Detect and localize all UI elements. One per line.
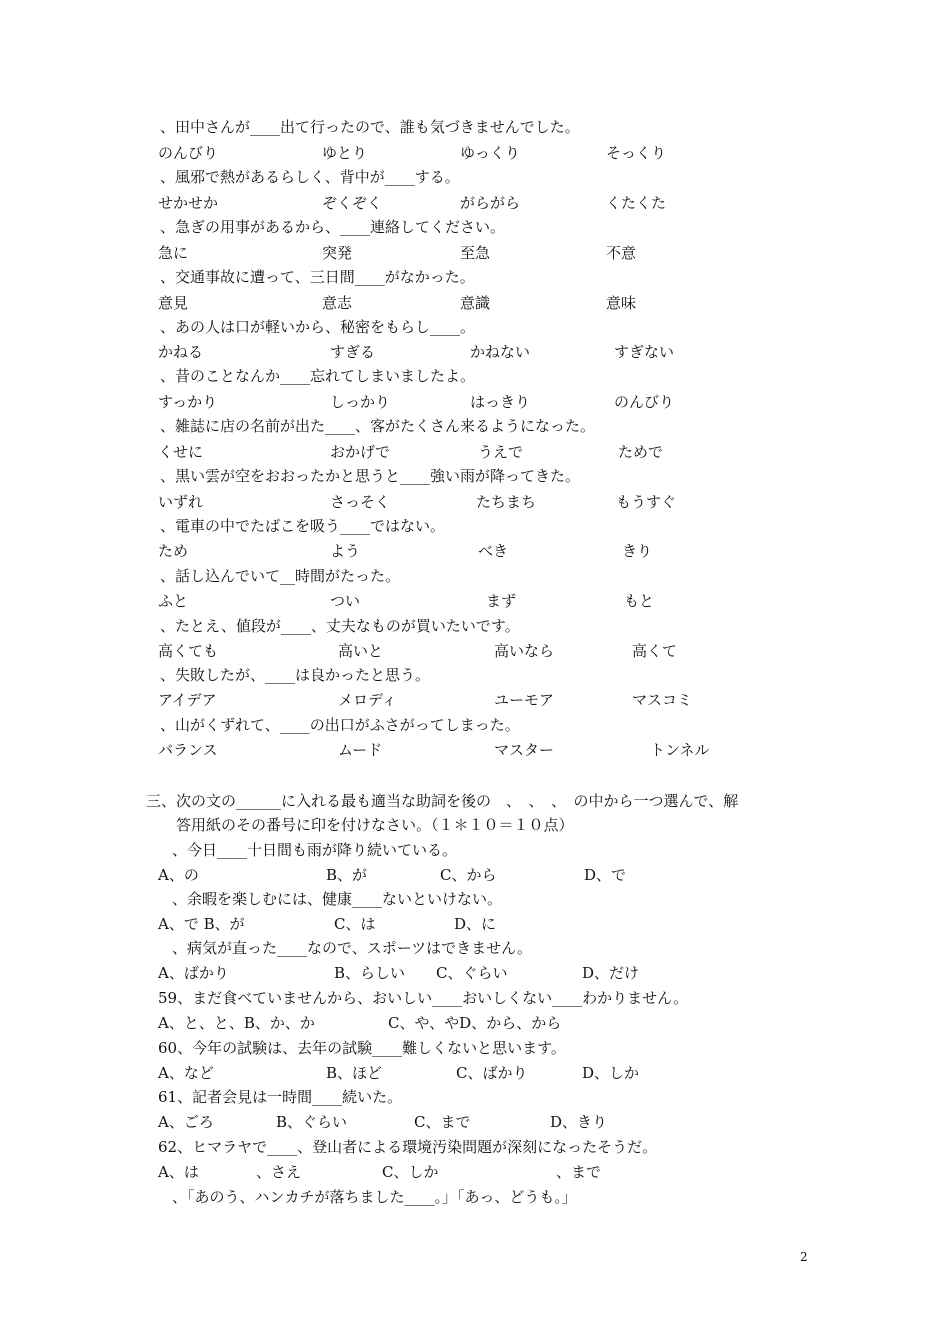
option: ふと xyxy=(158,592,189,610)
option: うえで xyxy=(478,443,524,461)
option: トンネル xyxy=(650,741,710,759)
option: ぞくぞく xyxy=(322,194,383,212)
option: A、と、と、B、か、か xyxy=(158,1014,315,1032)
question-stem: 、雑誌に店の名前が出た____、客がたくさん来るようになった。 xyxy=(160,417,596,435)
option: 急に xyxy=(158,244,189,262)
option: きり xyxy=(622,542,653,560)
option: C、から xyxy=(440,866,497,884)
question-stem: 59、まだ食べていませんから、おいしい____おいしくない____わかりません。 xyxy=(158,989,688,1007)
question-stem: 、山がくずれて、____の出口がふさがってしまった。 xyxy=(160,716,520,734)
option: 、さえ xyxy=(256,1163,302,1181)
option: もうすぐ xyxy=(616,493,677,511)
option: ユーモア xyxy=(494,691,555,709)
option: はっきり xyxy=(470,393,531,411)
option: 高いなら xyxy=(494,642,555,660)
question-stem: 、電車の中でたばこを吸う____ではない。 xyxy=(160,517,446,535)
option: B、ほど xyxy=(326,1064,383,1082)
option: のんびり xyxy=(614,393,675,411)
question-stem: 、急ぎの用事があるから、____連絡してください。 xyxy=(160,218,506,236)
option: バランス xyxy=(158,741,218,759)
question-stem: 、田中さんが____出て行ったので、誰も気づきませんでした。 xyxy=(160,118,580,136)
option: アイデア xyxy=(158,691,217,709)
option: そっくり xyxy=(606,144,667,162)
question-stem: 、今日____十日間も雨が降り続いている。 xyxy=(172,841,458,859)
question-stem: 、失敗したが、____は良かったと思う。 xyxy=(160,666,431,684)
question-stem: 、余暇を楽しむには、健康____ないといけない。 xyxy=(172,890,503,908)
option: 意識 xyxy=(460,294,491,312)
option: D、きり xyxy=(550,1113,608,1131)
question-stem: 、交通事故に遭って、三日間____がなかった。 xyxy=(160,268,475,286)
option: C、ぐらい xyxy=(436,964,508,982)
option: ゆとり xyxy=(322,144,368,162)
question-stem: 、風邪で熱があるらしく、背中が____する。 xyxy=(160,168,460,186)
option: B、ぐらい xyxy=(276,1113,348,1131)
option: D、しか xyxy=(582,1064,640,1082)
option: のんびり xyxy=(158,144,219,162)
question-stem: 、あの人は口が軽いから、秘密をもらし____。 xyxy=(160,318,476,336)
option: 、まで xyxy=(556,1163,602,1181)
option: A、で B、が xyxy=(158,915,245,933)
section-heading-cont: 答用紙のその番号に印を付けなさい。（１＊１０＝１０点） xyxy=(176,816,574,834)
option: もと xyxy=(624,592,655,610)
option: 意見 xyxy=(158,294,189,312)
question-stem: 61、記者会見は一時間____続いた。 xyxy=(158,1088,403,1106)
question-stem: 、昔のことなんか____忘れてしまいましたよ。 xyxy=(160,367,476,385)
option: ムード xyxy=(338,741,383,759)
option: 高くても xyxy=(158,642,219,660)
question-stem: 、話し込んでいて__時間がたった。 xyxy=(160,567,401,585)
option: ため xyxy=(158,542,189,560)
option: すっかり xyxy=(158,393,218,411)
page-number: 2 xyxy=(800,1250,808,1264)
option: C、は xyxy=(334,915,376,933)
question-stem: 62、ヒマラヤで____、登山者による環境汚染問題が深刻になったそうだ。 xyxy=(158,1138,658,1156)
option: C、しか xyxy=(382,1163,439,1181)
option: ためで xyxy=(618,443,664,461)
option: かねる xyxy=(158,343,204,361)
option: B、らしい xyxy=(334,964,406,982)
option: 意味 xyxy=(606,294,637,312)
option: かねない xyxy=(470,343,531,361)
option: おかげで xyxy=(330,443,391,461)
option: A、は xyxy=(158,1163,199,1181)
option: メロディ xyxy=(338,691,397,709)
option: A、ごろ xyxy=(158,1113,214,1131)
question-stem: 、たとえ、値段が____、丈夫なものが買いたいです。 xyxy=(160,617,520,635)
option: C、まで xyxy=(414,1113,471,1131)
option: D、だけ xyxy=(582,964,640,982)
option: せかせか xyxy=(158,194,219,212)
option: 高いと xyxy=(338,642,384,660)
option: すぎない xyxy=(614,343,675,361)
option: 至急 xyxy=(460,244,491,262)
option: がらがら xyxy=(460,194,521,212)
option: A、の xyxy=(158,866,199,884)
option: D、で xyxy=(584,866,627,884)
option: しっかり xyxy=(330,393,391,411)
option: マスコミ xyxy=(632,691,693,709)
option: 意志 xyxy=(322,294,353,312)
option: A、など xyxy=(158,1064,214,1082)
option: くせに xyxy=(158,443,204,461)
option: D、に xyxy=(454,915,497,933)
section-heading: 三、次の文の______に入れる最も適当な助詞を後の 、 、 、 の中から一つ選んで、解 xyxy=(146,792,739,810)
option: 突発 xyxy=(322,244,353,262)
question-stem: 60、今年の試験は、去年の試験____難しくないと思います。 xyxy=(158,1039,566,1057)
option: C、ばかり xyxy=(456,1064,528,1082)
option: べき xyxy=(478,542,509,560)
option: つい xyxy=(330,592,361,610)
question-stem: 、「あのう、ハンカチが落ちました____。」「あっ、どうも。」 xyxy=(172,1188,577,1206)
option: 不意 xyxy=(606,244,637,262)
option: マスター xyxy=(494,741,555,759)
option: ゆっくり xyxy=(460,144,520,162)
option: B、が xyxy=(326,866,368,884)
option: まず xyxy=(486,592,517,610)
option: くたくた xyxy=(606,194,667,212)
option: すぎる xyxy=(330,343,376,361)
option: さっそく xyxy=(330,493,391,511)
option: C、や、やD、から、から xyxy=(388,1014,562,1032)
option: たちまち xyxy=(476,493,537,511)
question-stem: 、黒い雲が空をおおったかと思うと____強い雨が降ってきた。 xyxy=(160,467,581,485)
question-stem: 、病気が直った____なので、スポーツはできません。 xyxy=(172,939,533,957)
option: いずれ xyxy=(158,493,204,511)
option: 高くて xyxy=(632,642,678,660)
option: A、ばかり xyxy=(158,964,229,982)
option: よう xyxy=(330,542,361,560)
